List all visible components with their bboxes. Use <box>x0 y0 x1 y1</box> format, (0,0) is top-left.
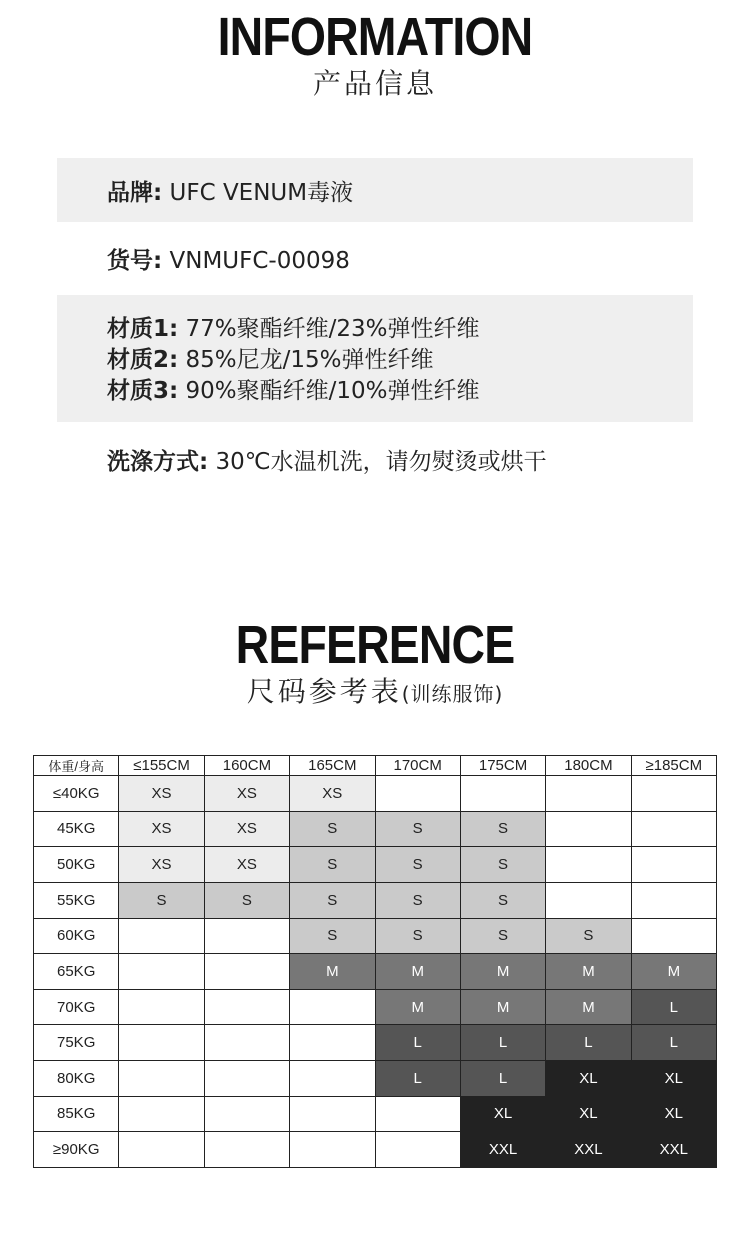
size-cell: S <box>375 918 460 954</box>
material-row-2 <box>107 341 434 374</box>
table-row <box>34 847 717 883</box>
size-cell: L <box>631 989 716 1025</box>
size-cell: XL <box>460 1096 545 1132</box>
table-row <box>34 1132 717 1168</box>
size-cell <box>290 1061 375 1097</box>
size-cell <box>546 847 631 883</box>
size-cell <box>119 989 204 1025</box>
size-cell <box>546 882 631 918</box>
height-header: 160CM <box>204 756 289 776</box>
size-cell <box>375 776 460 812</box>
size-cell: L <box>460 1025 545 1061</box>
size-cell <box>460 776 545 812</box>
size-cell <box>290 989 375 1025</box>
size-cell: L <box>375 1061 460 1097</box>
weight-cell: 85KG <box>34 1096 119 1132</box>
height-header: 165CM <box>290 756 375 776</box>
size-cell <box>290 1132 375 1168</box>
size-cell: S <box>375 882 460 918</box>
size-cell <box>204 918 289 954</box>
size-cell: M <box>375 989 460 1025</box>
size-cell: XL <box>546 1096 631 1132</box>
table-row <box>34 1096 717 1132</box>
size-cell: S <box>204 882 289 918</box>
brand-label: 品牌: <box>107 180 163 206</box>
table-row <box>34 954 717 990</box>
weight-cell: 45KG <box>34 811 119 847</box>
height-header: 180CM <box>546 756 631 776</box>
table-row <box>34 882 717 918</box>
brand-row <box>107 174 353 207</box>
size-cell: XS <box>119 776 204 812</box>
information-subtitle: 产品信息 <box>312 67 437 100</box>
size-cell: XS <box>204 811 289 847</box>
table-row <box>34 1025 717 1061</box>
size-cell <box>375 1132 460 1168</box>
size-cell <box>119 1061 204 1097</box>
washing-value: 30℃水温机洗，请勿熨烫或烘干 <box>208 449 547 475</box>
size-cell: M <box>460 989 545 1025</box>
height-header: 170CM <box>375 756 460 776</box>
weight-cell: ≤40KG <box>34 776 119 812</box>
item-number-value: VNMUFC-00098 <box>162 248 350 274</box>
item-number-row <box>107 242 350 275</box>
size-cell <box>119 1096 204 1132</box>
table-row <box>34 989 717 1025</box>
size-cell <box>290 1096 375 1132</box>
material-value: 85%尼龙/15%弹性纤维 <box>178 347 434 373</box>
reference-title: REFERENCE <box>235 615 515 675</box>
size-cell <box>631 918 716 954</box>
size-cell: XS <box>119 811 204 847</box>
size-cell <box>204 1132 289 1168</box>
size-chart-body <box>34 776 717 1168</box>
weight-cell: 50KG <box>34 847 119 883</box>
height-header: 175CM <box>460 756 545 776</box>
size-cell <box>290 1025 375 1061</box>
table-row <box>34 776 717 812</box>
weight-cell: 75KG <box>34 1025 119 1061</box>
size-cell <box>375 1096 460 1132</box>
size-cell: XS <box>290 776 375 812</box>
size-cell: XXL <box>460 1132 545 1168</box>
size-chart-table <box>33 755 717 1168</box>
size-cell: S <box>546 918 631 954</box>
material-row-1 <box>107 310 480 343</box>
size-cell <box>119 954 204 990</box>
height-header: ≥185CM <box>631 756 716 776</box>
size-cell <box>204 954 289 990</box>
size-cell <box>204 1025 289 1061</box>
size-cell: M <box>546 989 631 1025</box>
reference-subtitle <box>0 670 750 710</box>
size-cell: S <box>375 811 460 847</box>
size-cell: S <box>460 882 545 918</box>
material-label: 材质1: <box>107 316 179 342</box>
weight-cell: 65KG <box>34 954 119 990</box>
size-cell: S <box>460 918 545 954</box>
size-cell: XXL <box>631 1132 716 1168</box>
size-cell: S <box>290 811 375 847</box>
size-cell <box>546 776 631 812</box>
size-cell: L <box>631 1025 716 1061</box>
weight-cell: 60KG <box>34 918 119 954</box>
size-cell: L <box>460 1061 545 1097</box>
size-cell: L <box>375 1025 460 1061</box>
size-cell: M <box>546 954 631 990</box>
size-cell: XL <box>546 1061 631 1097</box>
size-cell <box>204 1096 289 1132</box>
size-chart-header-row <box>34 756 717 776</box>
size-cell <box>119 1025 204 1061</box>
size-cell <box>631 776 716 812</box>
size-cell: S <box>119 882 204 918</box>
material-label: 材质2: <box>107 347 179 373</box>
size-cell: XXL <box>546 1132 631 1168</box>
size-cell: S <box>460 811 545 847</box>
weight-cell: 55KG <box>34 882 119 918</box>
size-chart-note: (训练服饰) <box>401 682 504 706</box>
size-cell <box>631 811 716 847</box>
size-cell: S <box>375 847 460 883</box>
weight-cell: 70KG <box>34 989 119 1025</box>
information-title: INFORMATION <box>217 7 533 67</box>
washing-row <box>107 443 547 476</box>
table-row <box>34 811 717 847</box>
size-cell: M <box>375 954 460 990</box>
size-cell <box>119 1132 204 1168</box>
material-label: 材质3: <box>107 378 179 404</box>
size-cell <box>204 1061 289 1097</box>
size-cell: S <box>290 847 375 883</box>
table-row <box>34 1061 717 1097</box>
size-cell: XL <box>631 1096 716 1132</box>
material-row-3 <box>107 372 480 405</box>
weight-cell: 80KG <box>34 1061 119 1097</box>
weight-cell: ≥90KG <box>34 1132 119 1168</box>
size-cell <box>546 811 631 847</box>
size-cell: XS <box>119 847 204 883</box>
table-row <box>34 918 717 954</box>
material-value: 90%聚酯纤维/10%弹性纤维 <box>178 378 480 404</box>
size-chart-title: 尺码参考表 <box>246 675 402 708</box>
size-cell: M <box>460 954 545 990</box>
size-cell: M <box>290 954 375 990</box>
size-cell <box>204 989 289 1025</box>
size-cell: L <box>546 1025 631 1061</box>
height-header: ≤155CM <box>119 756 204 776</box>
size-cell: XL <box>631 1061 716 1097</box>
corner-header: 体重/身高 <box>34 756 119 776</box>
size-cell <box>631 847 716 883</box>
item-number-label: 货号: <box>107 248 163 274</box>
material-value: 77%聚酯纤维/23%弹性纤维 <box>178 316 480 342</box>
size-cell: S <box>290 882 375 918</box>
size-cell: XS <box>204 847 289 883</box>
size-cell: S <box>290 918 375 954</box>
size-cell: S <box>460 847 545 883</box>
size-cell <box>119 918 204 954</box>
size-cell: XS <box>204 776 289 812</box>
size-cell <box>631 882 716 918</box>
size-cell: M <box>631 954 716 990</box>
brand-value: UFC VENUM毒液 <box>162 180 354 206</box>
washing-label: 洗涤方式: <box>107 449 209 475</box>
